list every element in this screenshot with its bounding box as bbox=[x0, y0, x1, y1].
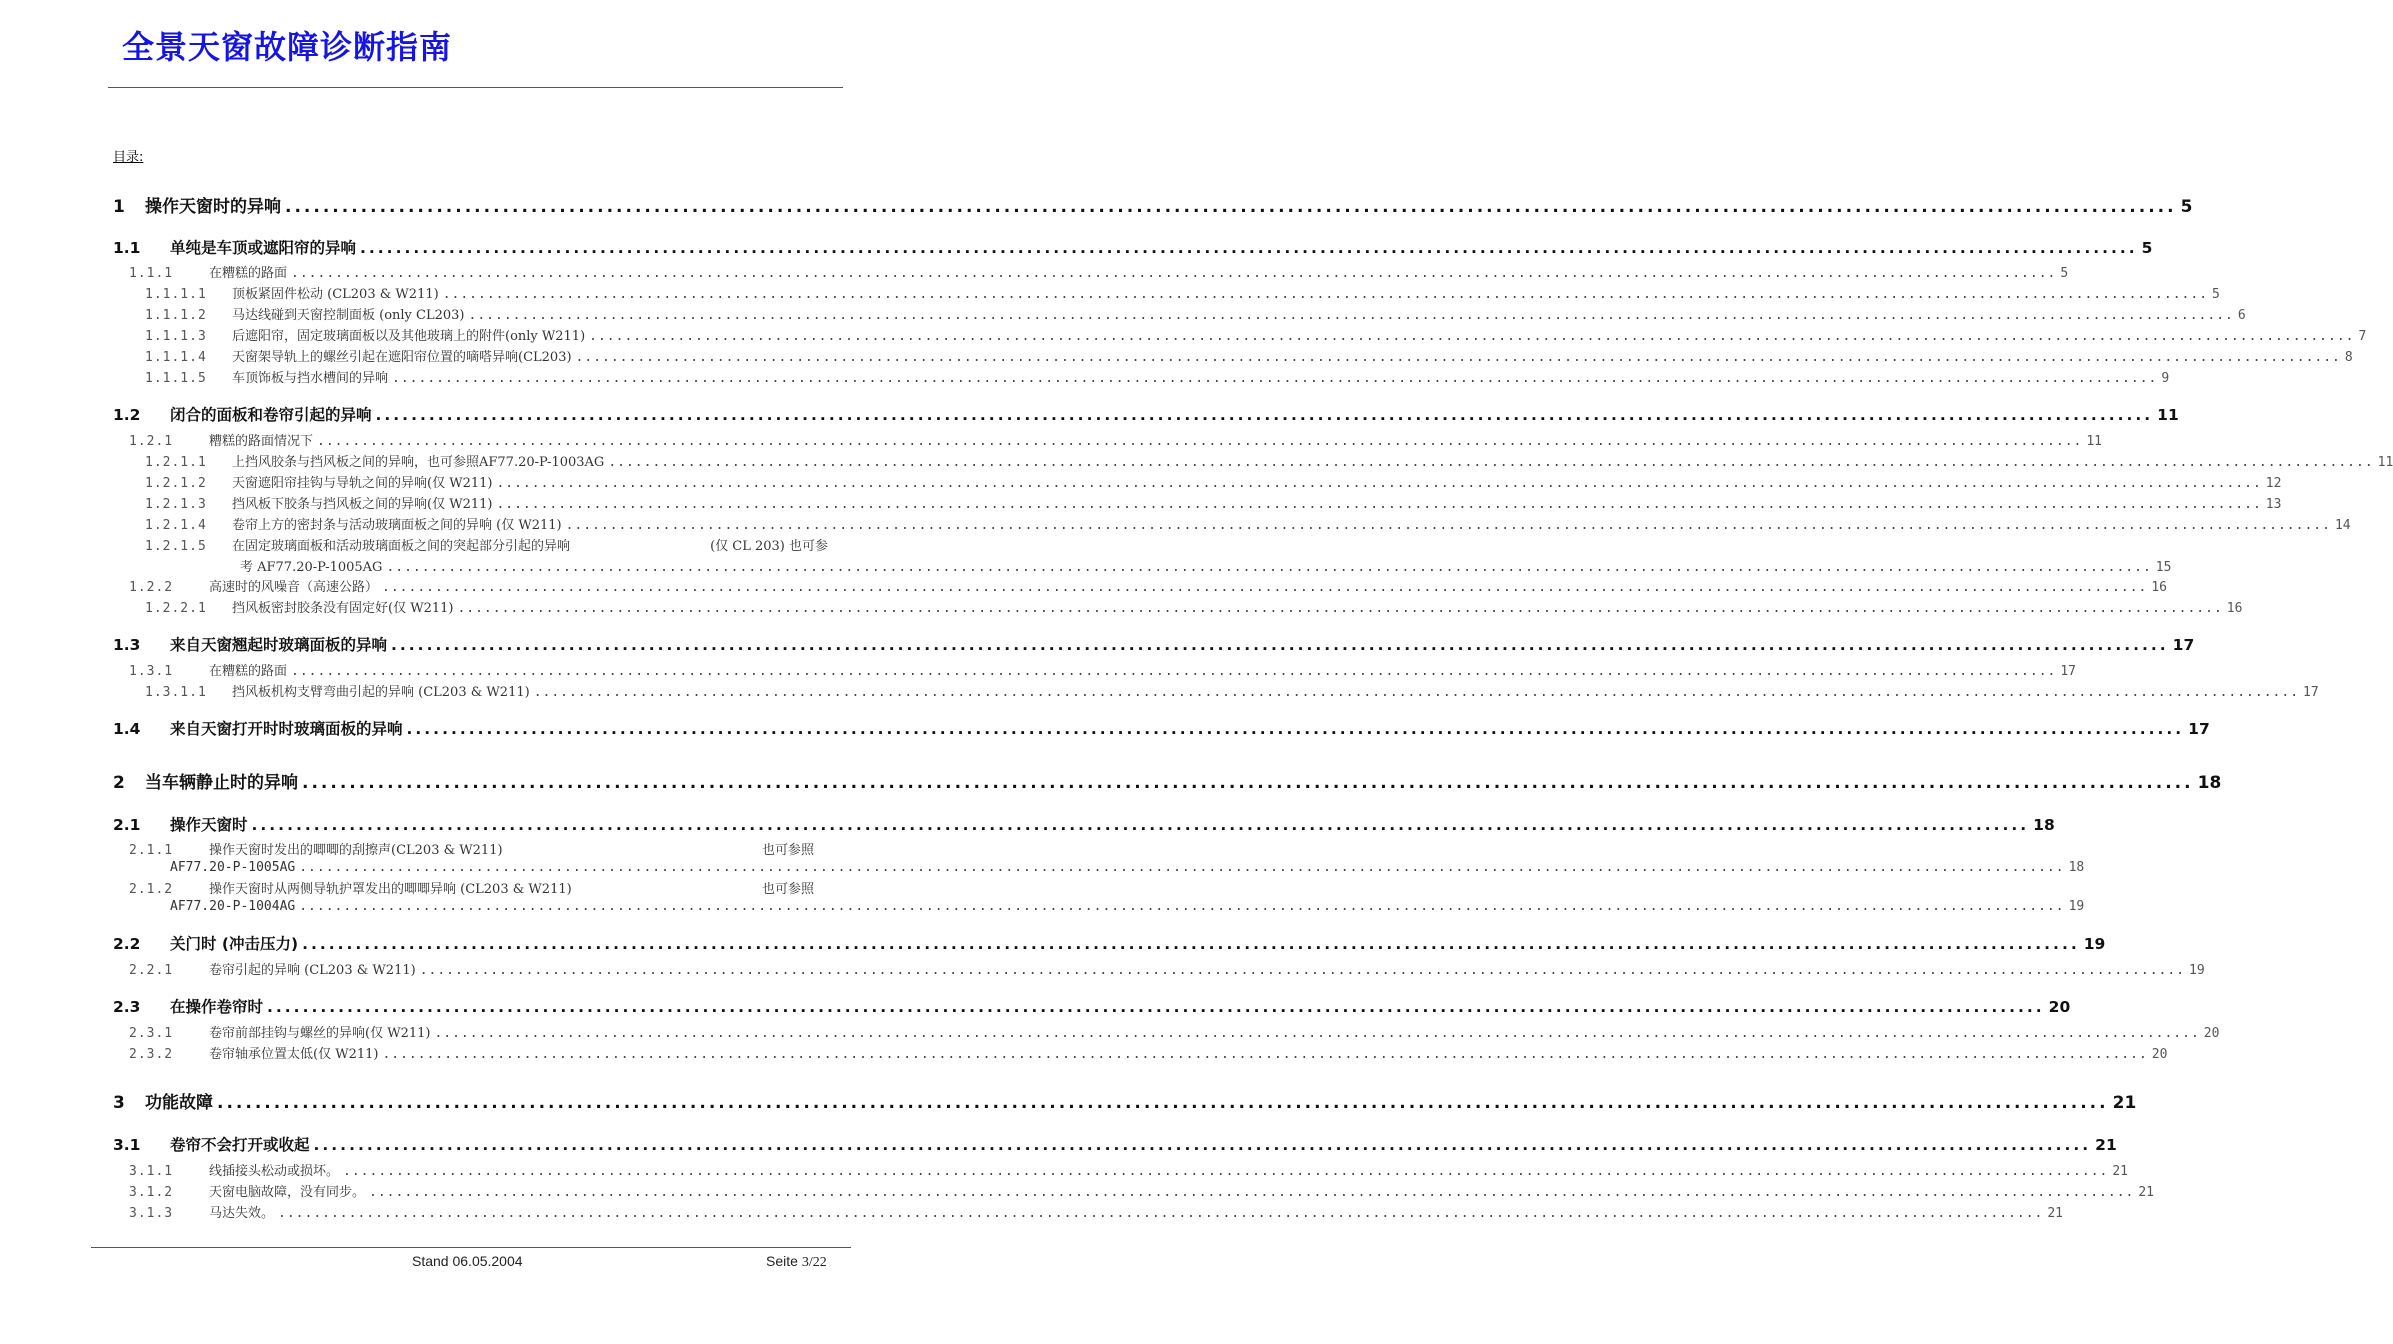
toc-entry-leader-dots: ........................................................................................................................................................................................................ bbox=[608, 455, 2374, 470]
toc-entry-title: 高速时的风噪音（高速公路） bbox=[209, 580, 379, 595]
toc-entry-leader-dots: ........................................................................................................................................................................................................ bbox=[589, 329, 2355, 344]
toc-entry-page: 21 bbox=[2095, 1136, 2117, 1154]
toc-entry-page: 15 bbox=[2155, 560, 2172, 575]
footer-page-label: Seite bbox=[766, 1253, 798, 1269]
toc-entry-continuation[interactable] bbox=[240, 556, 2172, 575]
toc-entry-number: 3.1.1 bbox=[129, 1164, 174, 1179]
toc-entry-title-tail: 也可参照 bbox=[761, 843, 814, 858]
toc-entry-page: 11 bbox=[2157, 406, 2179, 424]
toc-entry-title-tail: 也可参照 bbox=[761, 882, 814, 897]
toc-entry-title: 线插接头松动或损坏。 bbox=[209, 1164, 340, 1179]
toc-entry-page: 21 bbox=[2112, 1093, 2137, 1113]
toc-entry-page: 17 bbox=[2188, 720, 2210, 738]
toc-entry-number: 1.2.1 bbox=[129, 434, 174, 449]
toc-entry-title: 在固定玻璃面板和活动玻璃面板之间的突起部分引起的异响 bbox=[232, 539, 571, 554]
toc-entry-leader-dots: ........................................................................................................................................................................................................ bbox=[313, 1136, 2092, 1154]
toc-entry-page: 16 bbox=[2151, 580, 2168, 595]
toc-entry-page: 19 bbox=[2189, 963, 2205, 978]
toc-entry-number: 1.3 bbox=[113, 636, 141, 654]
toc-entry-page: 18 bbox=[2033, 816, 2055, 834]
toc-entry-level-2[interactable] bbox=[113, 717, 2210, 739]
toc-entry-title: 卷帘不会打开或收起 bbox=[170, 1136, 310, 1154]
toc-entry-level-2[interactable] bbox=[113, 995, 2071, 1017]
toc-entry-page: 21 bbox=[2047, 1206, 2064, 1221]
toc-entry-leader-dots: ........................................................................................................................................................................................................ bbox=[419, 963, 2186, 978]
toc-entry-level-3[interactable] bbox=[129, 1160, 2129, 1179]
toc-entry-page: 21 bbox=[2138, 1185, 2155, 1200]
toc-entry-page: 17 bbox=[2060, 664, 2077, 679]
toc-entry-leader-dots: ........................................................................................................................................................................................................ bbox=[302, 935, 2080, 953]
toc-entry-page: 5 bbox=[2060, 266, 2069, 281]
toc-entry-title: 当车辆静止时的异响 bbox=[145, 773, 298, 793]
toc-entry-number: 1.2.1.1 bbox=[145, 455, 207, 470]
toc-entry-page: 8 bbox=[2344, 350, 2353, 365]
toc-entry-number: 2.1 bbox=[113, 816, 141, 834]
toc-entry-number: 2.3.1 bbox=[129, 1026, 174, 1041]
toc-entry-number: 1.1 bbox=[113, 239, 141, 257]
footer-rule bbox=[91, 1247, 851, 1248]
toc-entry-page: 17 bbox=[2303, 685, 2319, 700]
toc-entry-number: 2 bbox=[113, 773, 125, 793]
toc-entry-title: 后遮阳帘，固定玻璃面板以及其他玻璃上的附件(only W211) bbox=[232, 329, 586, 344]
toc-entry-level-4[interactable] bbox=[145, 304, 2246, 323]
toc-entry-page: 5 bbox=[2180, 197, 2193, 217]
toc-entry-leader-dots: ........................................................................................................................................................................................................ bbox=[278, 1206, 2044, 1221]
toc-entry-number: 1.2 bbox=[113, 406, 141, 424]
toc-entry-number: 1.3.1.1 bbox=[145, 685, 207, 700]
toc-entry-title: 卷帘引起的异响 (CL203 & W211) bbox=[209, 963, 416, 978]
toc-entry-number: 2.1.1 bbox=[129, 843, 174, 858]
toc-entry-title: 糟糕的路面情况下 bbox=[209, 434, 314, 449]
toc-entry-level-4[interactable] bbox=[145, 367, 2170, 386]
toc-entry-leader-dots: ........................................................................................................................................................................................................ bbox=[375, 406, 2154, 424]
toc-entry-level-3[interactable] bbox=[129, 1043, 2168, 1062]
toc-entry-leader-dots: ........................................................................................................................................................................................................ bbox=[496, 476, 2262, 491]
toc-entry-title: 天窗电脑故障，没有同步。 bbox=[209, 1185, 366, 1200]
toc-entry-title: 上挡风胶条与挡风板之间的异响，也可参照AF77.20-P-1003AG bbox=[232, 455, 605, 470]
toc-entry-number: 3.1.3 bbox=[129, 1206, 174, 1221]
toc-entry-leader-dots: ........................................................................................................................................................................................................ bbox=[533, 685, 2300, 700]
toc-entry-title: 来自天窗打开时时玻璃面板的异响 bbox=[170, 720, 403, 738]
toc-entry-leader-dots: ........................................................................................................................................................................................................ bbox=[392, 371, 2158, 386]
toc-entry-page: 16 bbox=[2226, 601, 2243, 616]
toc-entry-leader-dots: ........................................................................................................................................................................................................ bbox=[291, 266, 2057, 281]
toc-entry-number: 3 bbox=[113, 1093, 125, 1113]
toc-entry-level-3[interactable] bbox=[129, 959, 2205, 978]
toc-entry-page: 12 bbox=[2265, 476, 2282, 491]
toc-entry-title: 挡风板下胶条与挡风板之间的异响(仅 W211) bbox=[232, 497, 493, 512]
footer-page-number: 3/22 bbox=[801, 1255, 827, 1270]
toc-entry-leader-dots: ........................................................................................................................................................................................................ bbox=[317, 434, 2083, 449]
toc-entry-level-2[interactable] bbox=[113, 403, 2179, 425]
toc-entry-number: 1.1.1.3 bbox=[145, 329, 207, 344]
toc-entry-title: 顶板紧固件松动 (CL203 & W211) bbox=[232, 287, 439, 302]
toc-entry-level-4[interactable] bbox=[145, 493, 2282, 512]
toc-entry-level-4[interactable] bbox=[145, 535, 836, 553]
toc-entry-title: 在糟糕的路面 bbox=[209, 266, 288, 281]
toc-entry-page: 17 bbox=[2172, 636, 2195, 654]
toc-entry-title-continued: AF77.20-P-1004AG bbox=[170, 899, 296, 914]
toc-entry-number: 1.2.1.3 bbox=[145, 497, 207, 512]
toc-heading: 目录: bbox=[113, 150, 144, 165]
toc-entry-number: 1.1.1.2 bbox=[145, 308, 207, 323]
toc-entry-number: 1.1.1.1 bbox=[145, 287, 207, 302]
toc-entry-title: 在操作卷帘时 bbox=[170, 998, 264, 1016]
toc-entry-leader-dots: ........................................................................................................................................................................................................ bbox=[382, 1047, 2148, 1062]
toc-entry-continuation[interactable] bbox=[170, 860, 2085, 878]
toc-entry-number: 1 bbox=[113, 197, 125, 217]
toc-entry-level-2[interactable] bbox=[113, 813, 2055, 835]
toc-entry-level-3[interactable] bbox=[129, 1202, 2064, 1221]
toc-entry-page: 19 bbox=[2068, 899, 2085, 914]
toc-entry-level-3[interactable] bbox=[129, 1181, 2155, 1200]
toc-entry-leader-dots: ........................................................................................................................................................................................................ bbox=[496, 497, 2262, 512]
toc-entry-title: 马达线碰到天窗控制面板 (only CL203) bbox=[232, 308, 465, 323]
toc-entry-level-3[interactable] bbox=[129, 839, 836, 857]
toc-entry-number: 1.2.1.2 bbox=[145, 476, 207, 491]
toc-entry-level-2[interactable] bbox=[113, 633, 2195, 655]
toc-entry-leader-dots: ........................................................................................................................................................................................................ bbox=[575, 350, 2341, 365]
toc-entry-leader-dots: ........................................................................................................................................................................................................ bbox=[343, 1164, 2109, 1179]
toc-entry-leader-dots: ........................................................................................................................................................................................................ bbox=[386, 560, 2152, 575]
toc-entry-level-1[interactable] bbox=[113, 192, 2193, 217]
toc-entry-level-2[interactable] bbox=[113, 1133, 2117, 1155]
toc-entry-page: 19 bbox=[2083, 935, 2106, 953]
toc-entry-leader-dots: ........................................................................................................................................................................................................ bbox=[369, 1185, 2135, 1200]
toc-entry-page: 20 bbox=[2151, 1047, 2168, 1062]
toc-entry-leader-dots: ........................................................................................................................................................................................................ bbox=[565, 518, 2331, 533]
toc-entry-page: 20 bbox=[2048, 998, 2071, 1016]
toc-entry-level-3[interactable] bbox=[129, 430, 2103, 449]
toc-entry-leader-dots: ........................................................................................................................................................................................................ bbox=[468, 308, 2234, 323]
toc-entry-leader-dots: ........................................................................................................................................................................................................ bbox=[434, 1026, 2200, 1041]
toc-entry-title: 闭合的面板和卷帘引起的异响 bbox=[170, 406, 372, 424]
toc-entry-number: 2.3.2 bbox=[129, 1047, 174, 1062]
toc-entry-level-2[interactable] bbox=[113, 236, 2153, 258]
toc-entry-number: 1.3.1 bbox=[129, 664, 174, 679]
toc-entry-title: 在糟糕的路面 bbox=[209, 664, 288, 679]
toc-entry-title: 操作天窗时发出的唧唧的刮擦声(CL203 & W211) bbox=[209, 843, 503, 858]
toc-entry-page: 5 bbox=[2212, 287, 2220, 302]
toc-entry-number: 1.2.1.4 bbox=[145, 518, 207, 533]
toc-entry-level-3[interactable] bbox=[129, 262, 2069, 281]
toc-entry-page: 11 bbox=[2086, 434, 2103, 449]
toc-entry-title: 天窗架导轨上的螺丝引起在遮阳帘位置的嘀嗒异响(CL203) bbox=[232, 350, 572, 365]
toc-entry-number: 2.1.2 bbox=[129, 882, 174, 897]
toc-entry-title-tail: (仅 CL 203) 也可参 bbox=[710, 539, 828, 554]
footer-page bbox=[766, 1253, 827, 1271]
toc-entry-leader-dots: ........................................................................................................................................................................................................ bbox=[285, 197, 2177, 217]
toc-entry-leader-dots: ........................................................................................................................................................................................................ bbox=[299, 899, 2065, 914]
toc-entry-title: 关门时 (冲击压力) bbox=[170, 935, 299, 953]
toc-entry-level-4[interactable] bbox=[145, 325, 2367, 344]
toc-entry-title: 车顶饰板与挡水槽间的异响 bbox=[232, 371, 389, 386]
toc-entry-leader-dots: ........................................................................................................................................................................................................ bbox=[217, 1093, 2109, 1113]
toc-entry-level-1[interactable] bbox=[113, 768, 2222, 793]
toc-entry-level-3[interactable] bbox=[129, 1022, 2220, 1041]
toc-entry-number: 1.1.1.4 bbox=[145, 350, 207, 365]
toc-entry-number: 2.2 bbox=[113, 935, 141, 953]
toc-entry-page: 20 bbox=[2203, 1026, 2220, 1041]
toc-entry-title: 天窗遮阳帘挂钩与导轨之间的异响(仅 W211) bbox=[232, 476, 493, 491]
toc-entry-title: 来自天窗翘起时玻璃面板的异响 bbox=[170, 636, 388, 654]
toc-entry-title: 挡风板机构支臂弯曲引起的异响 (CL203 & W211) bbox=[232, 685, 530, 700]
toc-entry-level-4[interactable] bbox=[145, 451, 2393, 470]
toc-entry-level-2[interactable] bbox=[113, 932, 2106, 954]
toc-entry-number: 1.4 bbox=[113, 720, 141, 738]
toc-entry-title: 功能故障 bbox=[145, 1093, 213, 1113]
toc-entry-leader-dots: ........................................................................................................................................................................................................ bbox=[391, 636, 2169, 654]
toc-entry-page: 21 bbox=[2112, 1164, 2129, 1179]
toc-entry-title: 单纯是车顶或遮阳帘的异响 bbox=[170, 239, 357, 257]
toc-entry-title: 马达失效。 bbox=[209, 1206, 275, 1221]
toc-entry-level-4[interactable] bbox=[145, 514, 2351, 533]
toc-entry-title-continued: 考 AF77.20-P-1005AG bbox=[240, 560, 383, 575]
toc-entry-level-4[interactable] bbox=[145, 346, 2353, 365]
toc-entry-leader-dots: ........................................................................................................................................................................................................ bbox=[291, 664, 2057, 679]
toc-entry-level-3[interactable] bbox=[129, 660, 2077, 679]
toc-entry-leader-dots: ........................................................................................................................................................................................................ bbox=[360, 239, 2138, 257]
toc-entry-page: 11 bbox=[2377, 455, 2393, 470]
toc-entry-page: 13 bbox=[2265, 497, 2282, 512]
toc-entry-level-4[interactable] bbox=[145, 472, 2282, 491]
toc-entry-title: 操作天窗时从两侧导轨护罩发出的唧唧异响 (CL203 & W211) bbox=[209, 882, 572, 897]
toc-entry-number: 1.2.2.1 bbox=[145, 601, 207, 616]
toc-entry-page: 9 bbox=[2161, 371, 2170, 386]
toc-entry-continuation[interactable] bbox=[170, 899, 2085, 917]
toc-entry-leader-dots: ........................................................................................................................................................................................................ bbox=[267, 998, 2045, 1016]
toc-entry-title-continued: AF77.20-P-1005AG bbox=[170, 860, 296, 875]
toc-entry-leader-dots: ........................................................................................................................................................................................................ bbox=[299, 860, 2065, 875]
toc-entry-title: 操作天窗时 bbox=[170, 816, 248, 834]
toc-entry-page: 18 bbox=[2068, 860, 2085, 875]
toc-entry-leader-dots: ........................................................................................................................................................................................................ bbox=[302, 773, 2194, 793]
toc-entry-page: 18 bbox=[2197, 773, 2222, 793]
toc-entry-leader-dots: ........................................................................................................................................................................................................ bbox=[457, 601, 2223, 616]
toc-entry-level-3[interactable] bbox=[129, 878, 836, 896]
toc-entry-title: 挡风板密封胶条没有固定好(仅 W211) bbox=[232, 601, 454, 616]
toc-entry-leader-dots: ........................................................................................................................................................................................................ bbox=[442, 287, 2209, 302]
footer-date: Stand 06.05.2004 bbox=[412, 1253, 523, 1269]
toc-entry-page: 7 bbox=[2358, 329, 2367, 344]
toc-entry-number: 2.3 bbox=[113, 998, 141, 1016]
toc-entry-level-4[interactable] bbox=[145, 283, 2220, 302]
document-title: 全景天窗故障诊断指南 bbox=[122, 28, 453, 66]
toc-entry-leader-dots: ........................................................................................................................................................................................................ bbox=[406, 720, 2185, 738]
toc-entry-number: 1.1.1 bbox=[129, 266, 174, 281]
toc-entry-page: 6 bbox=[2237, 308, 2246, 323]
toc-entry-page: 14 bbox=[2334, 518, 2351, 533]
toc-entry-page: 5 bbox=[2141, 239, 2153, 257]
toc-entry-number: 3.1.2 bbox=[129, 1185, 174, 1200]
toc-entry-level-4[interactable] bbox=[145, 681, 2319, 700]
toc-entry-leader-dots: ........................................................................................................................................................................................................ bbox=[382, 580, 2148, 595]
toc-entry-level-4[interactable] bbox=[145, 597, 2243, 616]
toc-entry-leader-dots: ........................................................................................................................................................................................................ bbox=[251, 816, 2030, 834]
toc-entry-number: 2.2.1 bbox=[129, 963, 174, 978]
toc-entry-level-1[interactable] bbox=[113, 1088, 2137, 1113]
toc-entry-level-3[interactable] bbox=[129, 576, 2168, 595]
toc-entry-title: 卷帘上方的密封条与活动玻璃面板之间的异响 (仅 W211) bbox=[232, 518, 562, 533]
toc-entry-title: 卷帘前部挂钩与螺丝的异响(仅 W211) bbox=[209, 1026, 431, 1041]
toc-entry-number: 1.2.1.5 bbox=[145, 539, 207, 554]
toc-entry-number: 1.2.2 bbox=[129, 580, 174, 595]
toc-entry-title: 卷帘轴承位置太低(仅 W211) bbox=[209, 1047, 379, 1062]
toc-entry-title: 操作天窗时的异响 bbox=[145, 197, 281, 217]
toc-entry-number: 1.1.1.5 bbox=[145, 371, 207, 386]
toc-entry-number: 3.1 bbox=[113, 1136, 141, 1154]
